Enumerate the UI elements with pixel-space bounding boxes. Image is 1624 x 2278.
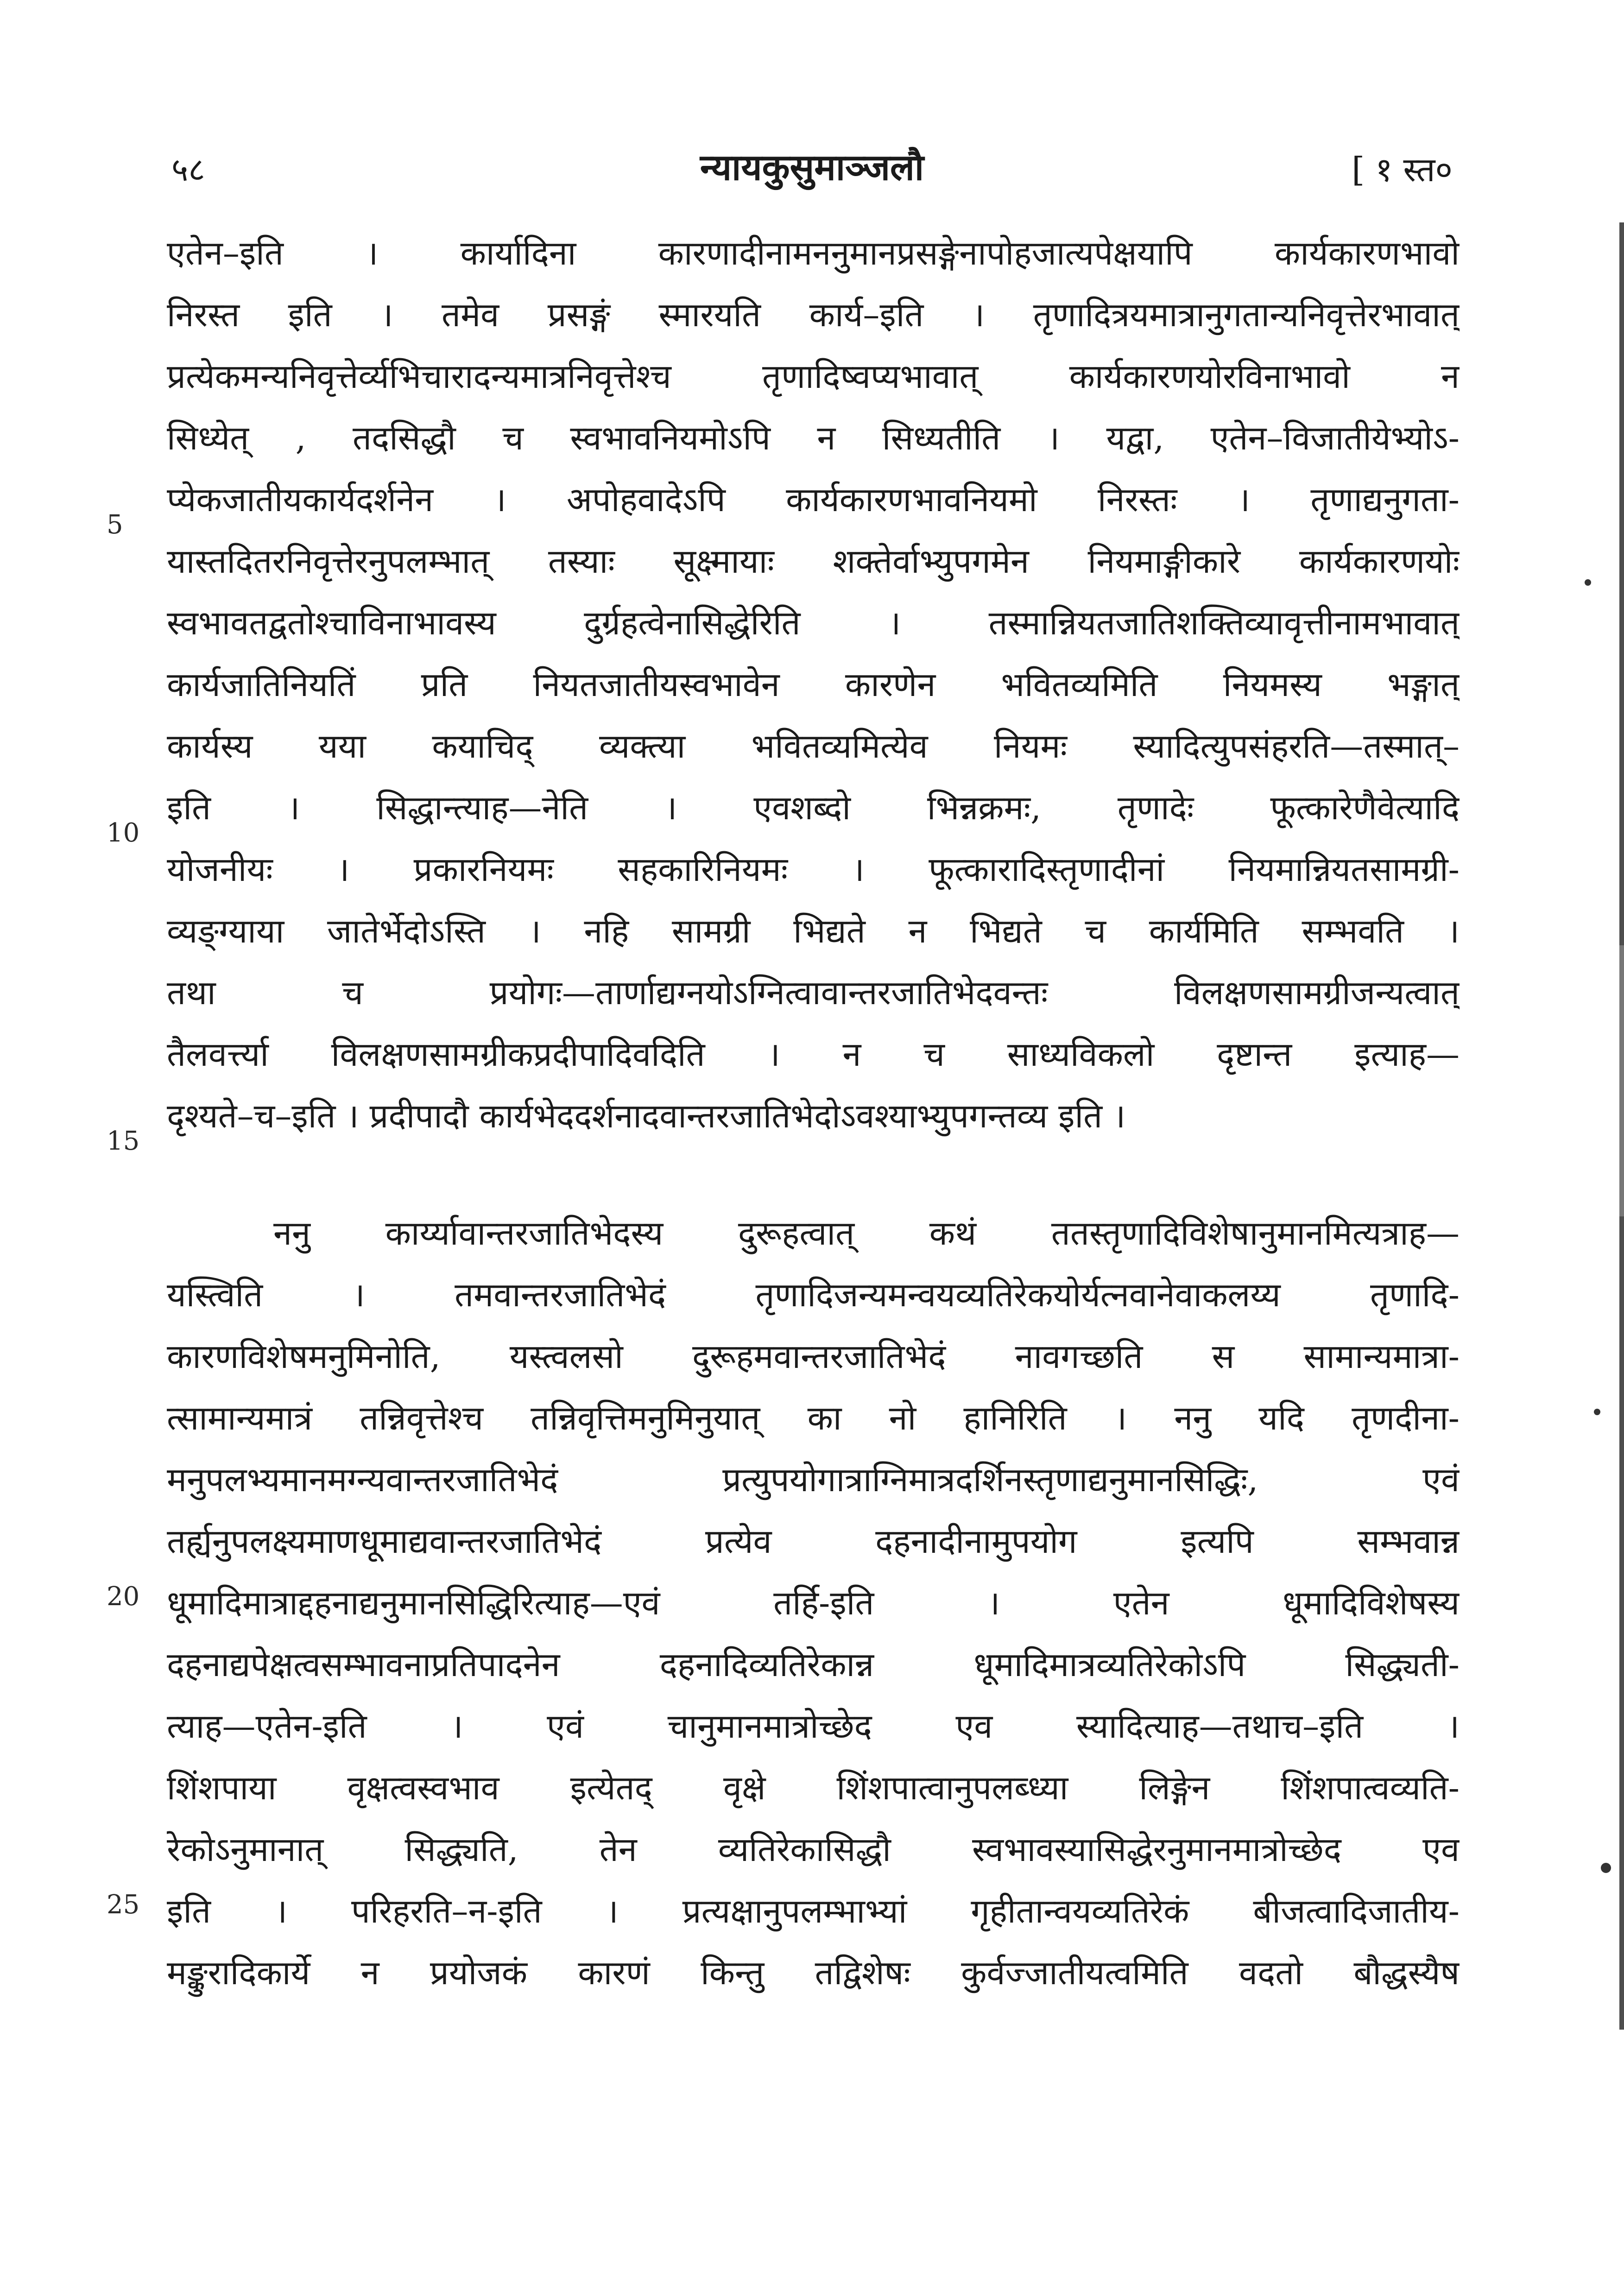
line-number: 20: [107, 1582, 140, 1612]
text-line: दहनाद्यपेक्षत्वसम्भावनाप्रतिपादनेन दहनादिव्यतिरेकान्न धूमादिमात्रव्यतिरेकोऽपि सिद्ध्यती-: [167, 1645, 1460, 1684]
page-number: ५८: [171, 151, 205, 189]
text-line: कार्यस्य यया कयाचिद् व्यक्त्या भवितव्यमित्येव नियमः स्यादित्युपसंहरति—तस्मात्–: [167, 727, 1460, 766]
text-line: प्येकजातीयकार्यदर्शनेन । अपोहवादेऽपि कार्यकारणभावनियमो निरस्तः । तृणाद्यनुगता-: [167, 480, 1460, 519]
text-line: त्सामान्यमात्रं तन्निवृत्तेश्च तन्निवृत्तिमनुमिनुयात् का नो हानिरिति । ननु यदि तृणदीना-: [167, 1398, 1460, 1437]
section-marker: [ १ स्त०: [1352, 150, 1453, 189]
line-number: 10: [107, 818, 140, 848]
text-line: धूमादिमात्राद्दहनाद्यनुमानसिद्धिरित्याह—एवं तर्हि-इति । एतेन धूमादिविशेषस्य: [167, 1583, 1460, 1622]
text-line: मनुपलभ्यमानमग्न्यवान्तरजातिभेदं प्रत्युपयोगात्राग्निमात्रदर्शिनस्तृणाद्यनुमानसिद्धिः, एवं: [167, 1460, 1460, 1499]
text-line: रेकोऽनुमानात् सिद्ध्यति, तेन व्यतिरेकासिद्धौ स्वभावस्यासिद्धेरनुमानमात्रोच्छेद एव: [167, 1830, 1460, 1869]
text-line: मङ्कुरादिकार्ये न प्रयोजकं कारणं किन्तु तद्विशेषः कुर्वज्जातीयत्वमिति वदतो बौद्धस्यैष: [167, 1953, 1460, 1992]
text-line: कार्यजातिनियतिं प्रति नियतजातीयस्वभावेन कारणेन भवितव्यमिति नियमस्य भङ्गात्: [167, 665, 1460, 704]
text-line: शिंशपाया वृक्षत्वस्वभाव इत्येतद् वृक्षे शिंशपात्वानुपलब्ध्या लिङ्गेन शिंशपात्वव्यति-: [167, 1768, 1460, 1807]
text-line: ननु कार्य्यावान्तरजातिभेदस्य दुरूहत्वात् कथं ततस्तृणादिविशेषानुमानमित्यत्राह—: [273, 1214, 1460, 1253]
text-line: तथा च प्रयोगः—तार्णाद्यग्नयोऽग्नित्वावान्तरजातिभेदवन्तः विलक्षणसामग्रीजन्यत्वात्: [167, 973, 1460, 1012]
scan-speck: [1594, 1409, 1600, 1415]
text-line: प्रत्येकमन्यनिवृत्तेर्व्यभिचारादन्यमात्रनिवृत्तेश्च तृणादिष्वप्यभावात् कार्यकारणयोरविनाभावो न: [167, 357, 1460, 396]
commentary-paragraph-2: [167, 1202, 1460, 2004]
text-line: इति । परिहरति–न-इति । प्रत्यक्षानुपलम्भाभ्यां गृहीतान्वयव्यतिरेकं बीजत्वादिजातीय-: [167, 1892, 1460, 1930]
scan-speck: [1601, 1863, 1611, 1873]
text-line: कारणविशेषमनुमिनोति, यस्त्वलसो दुरूहमवान्तरजातिभेदं नावगच्छति स सामान्यमात्रा-: [167, 1337, 1460, 1376]
text-line: निरस्त इति । तमेव प्रसङ्गं स्मारयति कार्य–इति । तृणादित्रयमात्रानुगतान्यनिवृत्तेरभावात्: [167, 295, 1460, 334]
page-body: [167, 222, 1460, 2004]
text-line: योजनीयः । प्रकारनियमः सहकारिनियमः । फूत्कारादिस्तृणादीनां नियमान्नियतसामग्री-: [167, 850, 1460, 889]
line-number: 25: [107, 1890, 140, 1920]
text-line: तैलवर्त्त्या विलक्षणसामग्रीकप्रदीपादिवदिति । न च साध्यविकलो दृष्टान्त इत्याह—: [167, 1035, 1460, 1074]
scan-edge-line: [1619, 222, 1624, 2030]
line-number: 5: [107, 510, 123, 540]
text-line: त्याह—एतेन-इति । एवं चानुमानमात्रोच्छेद एव स्यादित्याह—तथाच–इति ।: [167, 1707, 1460, 1746]
text-line: तर्ह्यनुपलक्ष्यमाणधूमाद्यवान्तरजातिभेदं प्रत्येव दहनादीनामुपयोग इत्यपि सम्भवान्न: [167, 1522, 1460, 1561]
text-line: एतेन–इति । कार्यादिना कारणादीनामननुमानप्रसङ्गेनापोहजात्यपेक्षयापि कार्यकारणभावो: [167, 234, 1460, 272]
text-line: दृश्यते–च–इति । प्रदीपादौ कार्यभेददर्शनादवान्तरजातिभेदोऽवश्याभ्युपगन्तव्य इति ।: [167, 1096, 1126, 1135]
text-line: इति । सिद्धान्त्याह—नेति । एवशब्दो भिन्नक्रमः, तृणादेः फूत्कारेणैवेत्यादि: [167, 788, 1460, 827]
line-number: 15: [107, 1126, 140, 1156]
running-title: न्यायकुसुमाञ्जलौ: [700, 146, 924, 189]
text-line: सिध्येत् , तदसिद्धौ च स्वभावनियमोऽपि न सिध्यतीति । यद्वा, एतेन–विजातीयेभ्योऽ-: [167, 418, 1460, 457]
text-line: व्यङ्ग्याया जातेर्भेदोऽस्ति । नहि सामग्री भिद्यते न भिद्यते च कार्यमिति सम्भवति ।: [167, 911, 1460, 950]
page-header: [171, 141, 1453, 192]
text-line: यास्तदितरनिवृत्तेरनुपलम्भात् तस्याः सूक्ष्मायाः शक्तेर्वाभ्युपगमेन नियमाङ्गीकारे कार्यकारणयोः: [167, 542, 1460, 581]
commentary-paragraph-1: [167, 222, 1460, 1147]
text-line: यस्त्विति । तमवान्तरजातिभेदं तृणादिजन्यमन्वयव्यतिरेकयोर्यत्नवानेवाकलय्य तृणादि-: [167, 1275, 1460, 1314]
text-line: स्वभावतद्वतोश्चाविनाभावस्य दुर्ग्रहत्वेनासिद्धेरिति । तस्मान्नियतजातिशक्तिव्यावृत्तीनामभावात्: [167, 603, 1460, 642]
scan-speck: [1585, 579, 1591, 586]
